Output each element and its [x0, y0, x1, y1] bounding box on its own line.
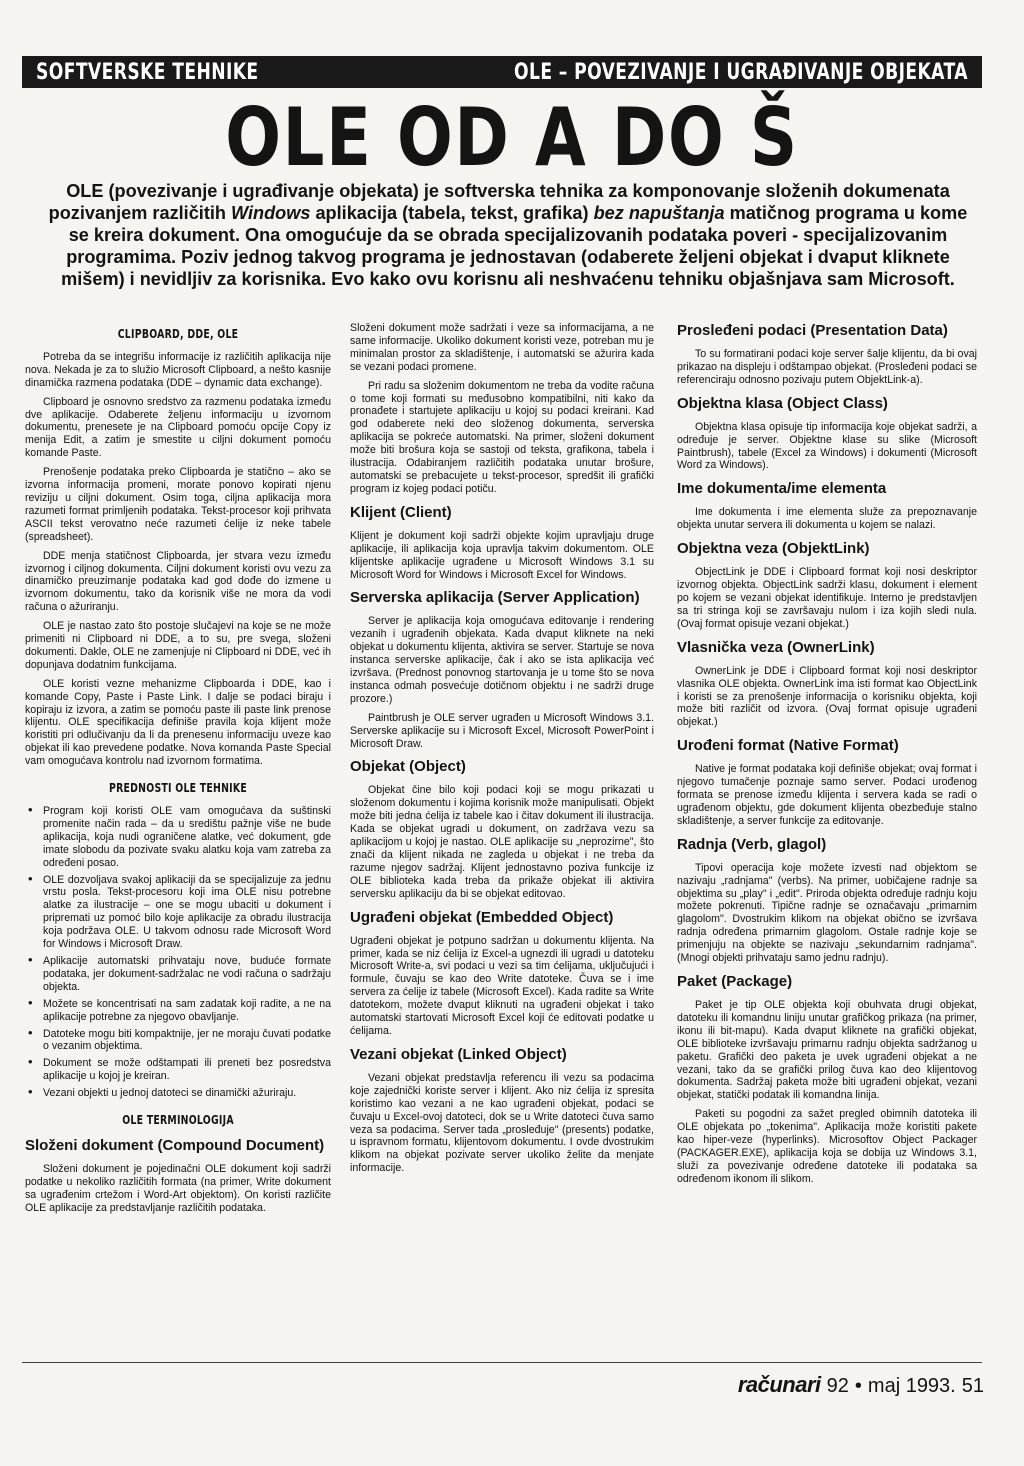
list-item: • OLE dozvoljava svakoj aplikaciji da se specijalizuje za jednu vrstu posla. Tekst-procesoru koji ima OLE nisu potrebne alatke za ilustracije – one se mogu ubaciti u dokument i pripremati uz pomoć bilo koje aplikacije za obradu ilustracija koja podržava OLE. U takvom odnosu rade Microsoft Word for Windows i Microsoft Draw.	[25, 874, 331, 951]
column-1	[25, 322, 331, 1221]
heading-objektna-veza: Objektna veza (ObjektLink)	[677, 540, 870, 558]
heading-vezani-objekat: Vezani objekat (Linked Object)	[350, 1045, 567, 1063]
list-item: • Datoteke mogu biti kompaktnije, jer ne moraju čuvati podatke o vezanim objektima.	[25, 1028, 331, 1054]
paragraph: Vezani objekat predstavlja referencu ili vezu sa podacima koje zajednički koriste server i klijent. Ako niz ćelija iz spresita koristimo kao vezani a ne kao ugrađeni objekat, podaci se čuvaju u Excel-ovoj datoteci, dok se u Write datoteci čuva samo veza sa podacima. Server tada „prosleđuje" (presents) podatke, u ispravnom formatu, klijentovom dokumentu. I ovde dvostrukim klikom na objekat pozivate server ukoliko želite da menjate informacije.	[350, 1071, 654, 1175]
list-item: • Možete se koncentrisati na sam zadatak koji radite, a ne na aplikacije potrebne za njegovo obavljanje.	[25, 998, 331, 1024]
heading-paket: Paket (Package)	[677, 973, 793, 990]
footer-divider	[22, 1362, 982, 1363]
list-item: • Vezani objekti u jednoj datoteci se dinamički ažuriraju.	[25, 1087, 331, 1100]
paragraph: Paintbrush je OLE server ugrađen u Microsoft Windows 3.1. Serverske aplikacije su i Microsoft Excel, Microsoft PowerPoint i Microsoft Draw.	[350, 711, 654, 750]
section-header-left: SOFTVERSKE TEHNIKE	[36, 59, 259, 85]
paragraph: Tipovi operacija koje možete izvesti nad objektom se nazivaju „radnjama" (verbs). Na primer, uobičajene radnje sa objektima su „play" i „edit". Priroda objekta određuje radnju koju možete pokrenuti. Tipične radnje se označavaju „primarnim glagolom". Dvostrukim klikom na objekat obično se izvršava radnja određena primarnim glagolom. Ostale radnje koje se primenjuju na objekte se nazivaju „sekundarnim radnjama". (Mnogi objekti prihvataju samo jednu radnju).	[677, 861, 977, 965]
paragraph: Složeni dokument je pojedinačni OLE dokument koji sadrži podatke u nekoliko različitih formata (na primer, Write dokument sa ugrađenim crtežom i Word-Art objektom). On koristi različite OLE aplikacije za predstavljanje različitih podataka.	[25, 1162, 331, 1214]
footer-bullet: •	[854, 1375, 862, 1397]
paragraph: Potreba da se integrišu informacije iz različitih aplikacija nije nova. Nekada je za to služio Microsoft Clipboard, a nešto kasnije dinamička razmena podataka (DDE – dynamic data exchange).	[25, 350, 331, 389]
page-footer	[738, 1372, 984, 1398]
issue-number: 92	[826, 1375, 849, 1397]
paragraph: Paketi su pogodni za sažet pregled obimnih datoteka ili OLE objekata po „tokenima". Aplikacija može koristiti pakete kao hiper-veze (hyperlinks). Microsoftov Object Packager (PACKAGER.EXE), aplikacija koja se dobija uz Windows 3.1, služi za povezivanje određene datoteke ili podataka sa određenom ikonom ili slikom.	[677, 1108, 977, 1185]
heading-clipboard-dde-ole: CLIPBOARD, DDE, OLE	[117, 327, 239, 341]
list-item: • Program koji koristi OLE vam omogućava da suštinski promenite način rada – da u središtu pažnje više ne bude aplikacija, koja nudi ograničene alatke, već dokument, gde imate slobodu da pozivate svaku alatku koja vam zatreba za određeni posao.	[25, 805, 331, 870]
issue-date: maj 1993.	[867, 1375, 956, 1397]
advantages-list	[25, 805, 331, 1100]
column-3	[677, 322, 977, 1192]
paragraph: OwnerLink je DDE i Clipboard format koji nosi deskriptor vlasnika OLE objekta. OwnerLink ima isti format kao ObjectLink i koristi se za prenošenje informacija o korisniku objekta, koji može biti različit od izvora. (Ovaj format opisuje ugrađeni objekat.)	[677, 664, 977, 729]
paragraph: Objektna klasa opisuje tip informacija koje objekat sadrži, a određuje je server. Objektne klase su slike (Microsoft Paintbrush), tabele (Excel za Windows) i dokumenti (Microsoft Word za Windows).	[677, 420, 977, 472]
article-title: OLE OD A DO Š	[225, 91, 799, 184]
heading-terminologija: OLE TERMINOLOGIJA	[122, 1113, 234, 1128]
section-header-right: OLE – POVEZIVANJE I UGRAĐIVANJE OBJEKATA	[514, 59, 968, 85]
paragraph: Složeni dokument može sadržati i veze sa informacijama, a ne same informacije. Ukoliko dokument koristi veze, potreban mu je minimalan prostor za skladištenje, i automatski se ažurira kada se vezani podaci promene.	[350, 322, 654, 373]
paragraph: Prenošenje podataka preko Clipboarda je statično – ako se izvorna informacija promeni, morate ponovo kopirati njenu reviziju u ciljni dokument. Osim toga, ciljna aplikacija mora razumeti format primljenih podataka. Tekst-procesor koji prihvata ASCII tekst verovatno neće razumeti ćelije iz neke tabele (spreadsheet).	[25, 466, 331, 543]
heading-prosledjeni-podaci: Prosleđeni podaci (Presentation Data)	[677, 322, 948, 339]
paragraph: Ugrađeni objekat je potpuno sadržan u dokumentu klijenta. Na primer, kada se niz ćelija iz Excel-a ugnezdi ili ugradi u datoteku Microsoft Write-a, svi podaci u vezi sa tim ćelijama, uključujući i formule, čuvaju se kao deo Write datoteke. Čuva se i ime servera za ćelije iz tabele (Microsoft Excel). Kada radite sa Write datotekom, možete dvaput kliknuti na ugrađeni objekat i tako automatski startovati Microsoft Excel koji će editovati podatke u ćelijama.	[350, 934, 654, 1037]
paragraph: To su formatirani podaci koje server šalje klijentu, da bi ovaj prikazao na displeju i odštampao objekat. (Prosleđeni podaci se referenciraju odnosno pozivaju putem ObjektLink-a).	[677, 348, 977, 386]
heading-ugradjeni-objekat: Ugrađeni objekat (Embedded Object)	[350, 908, 614, 926]
paragraph: Pri radu sa složenim dokumentom ne treba da vodite računa o tome koji formati su međusobno kompatibilni, niti kako da pronađete i startujete aplikaciju u kojoj su podaci kreirani. Kad god odaberete neki deo složenog dokumenta, serverska aplikacija se pokreće automatski. Na primer, složeni dokument može biti brošura koja se sastoji od teksta, grafikona, tabela i ilustracija. Odabiranjem različitih podataka unutar brošure, automatski se prebacujete u tekst-procesor, spredšit ili grafički program iz kojeg podaci potiču.	[350, 379, 654, 495]
heading-objektna-klasa: Objektna klasa (Object Class)	[677, 394, 888, 412]
paragraph: Paket je tip OLE objekta koji obuhvata drugi objekat, datoteku ili komandnu liniju unutar grafičkog prikaza (na primer, ikonu ili bit-mapu). Kada dvaput kliknete na grafički objekat, OLE biblioteke izvršavaju primarnu radnju objekta sadržanog u paketu. Grafički deo paketa je uvek ugrađeni objekat a ne vezani, tako da se grafički prilog čuva kao deo klijentovog dokumenta. Sadržaj paketa može biti ugrađeni objekat, vezani objekat, statički podatak ili komandna linija.	[677, 999, 977, 1102]
column-2	[350, 322, 654, 1181]
heading-radnja: Radnja (Verb, glagol)	[677, 835, 827, 853]
heading-slozeni-dokument: Složeni dokument (Compound Document)	[25, 1136, 325, 1154]
heading-prednosti: PREDNOSTI OLE TEHNIKE	[109, 781, 247, 796]
paragraph: OLE je nastao zato što postoje slučajevi na koje se ne može primeniti ni Clipboard ni DDE, a to su, pre svega, složeni dokumenti. Dakle, OLE ne zamenjuje ni Clipboard ni DDE, već ih dopunjava dodatnim funkcijama.	[25, 620, 331, 671]
paragraph: Clipboard je osnovno sredstvo za razmenu podataka između dve aplikacije. Odaberete željenu informaciju u izvornom dokumentu, prenesete je na Clipboard pomoću opcije Copy iz menija Edit, a zatim je smestite u ciljni dokument pomoću komande Paste.	[25, 395, 331, 460]
paragraph: DDE menja statičnost Clipboarda, jer stvara vezu između izvornog i ciljnog dokumenta. Ciljni dokument koristi ovu vezu za dinamičko preuzimanje podataka kad god dođe do izmene u izvornom dokumentu, tako da korisnik više ne mora da vodi računa o ažuriranju.	[25, 549, 331, 614]
paragraph: Klijent je dokument koji sadrži objekte kojim upravljaju druge aplikacije, ili aplikacija koja upravlja takvim dokumentom. OLE klijentske aplikacije ugrađene u Microsoft Windows 3.1 su Microsoft Word for Windows i Microsoft Excel for Windows.	[350, 529, 654, 581]
heading-klijent: Klijent (Client)	[350, 503, 452, 521]
heading-urodjeni-format: Urođeni format (Native Format)	[677, 737, 899, 755]
heading-serverska-aplikacija: Serverska aplikacija (Server Application)	[350, 589, 640, 607]
page-number: 51	[961, 1375, 984, 1397]
heading-objekat: Objekat (Object)	[350, 758, 466, 776]
paragraph: ObjectLink je DDE i Clipboard format koji nosi deskriptor izvornog objekta. ObjectLink sadrži klasu, dokument i element po kojem se vezani objekat identifikuje. Interno je predstavljen sa tri stringa koji se završavaju nulom i iza kojih sledi nula. (Ovaj format opisuje vezani objekat.)	[677, 566, 977, 630]
magazine-logo: računari	[737, 1372, 821, 1397]
article-lead: OLE (povezivanje i ugrađivanje objekata) je softverska tehnika za komponovanje složenih dokumenata pozivanjem različitih Windows aplikacija (tabela, tekst, grafika) bez napuštanja matičnog programa u kome se kreira dokument. Ona omogućuje da se obrada specijalizovanih podataka poveri - specijalizovanim programima. Poziv jednog takvog programa je jednostavan (odaberete željeni objekat i dvaput kliknete mišem) i nevidljiv za korisnika. Evo kako ovu korisnu ali neshvaćenu tehniku objašnjava sam Microsoft.	[48, 180, 968, 289]
paragraph: Ime dokumenta i ime elementa služe za prepoznavanje objekta unutar servera ili dokumenta u kojem se nalazi.	[677, 506, 977, 532]
heading-ime-dokumenta: Ime dokumenta/ime elementa	[677, 480, 887, 498]
list-item: • Aplikacije automatski prihvataju nove, buduće formate podataka, jer dokument-sadržalac ne vodi računa o sadržaju objekta.	[25, 955, 331, 994]
heading-vlasnicka-veza: Vlasnička veza (OwnerLink)	[677, 638, 875, 656]
list-item: • Dokument se može odštampati ili preneti bez posredstva aplikacije u kojoj je kreiran.	[25, 1057, 331, 1083]
paragraph: Native je format podataka koji definiše objekat; ovaj format i njegovo tumačenje poznaje samo server. Podaci urođenog formata se prenose između klijenta i servera kada se radi o ugrađenom objektu, gde dokument klijenta obezbeđuje stalno skladištenje, a server funkcije za editovanje.	[677, 763, 977, 827]
paragraph: Objekat čine bilo koji podaci koji se mogu prikazati u složenom dokumentu i kojima korisnik može manipulisati. Objekt može biti jedna ćelija iz tabele kao i čitav dokument ili ilustracija. Kada se objekat ugradi u dokument, on zadržava vezu sa aplikacijom u kojoj je nastao. OLE aplikacije su „neprozirne", što znači da klijent nikada ne zagleda u objekat i ne treba da razume njegov sadržaj. Klijent jednostavno poziva funkcije iz OLE biblioteka kada treba da prikaže objekat ili aktivira serversku aplikaciju da bi se objekat editovao.	[350, 784, 654, 900]
paragraph: OLE koristi vezne mehanizme Clipboarda i DDE, kao i komande Copy, Paste i Paste Link. I dalje se podaci biraju i kopiraju iz izvora, a zatim se pomoću paste ili paste link prenose klijentu. OLE specifikacija definiše pravila koja klijent može koristiti pri odlučivanju da li da prenesenu informaciju uveze kao objekat ili kao prevedene podatke. Nova komanda Paste Special vam omogućava kontrolu nad izvornom formatima.	[25, 677, 331, 768]
section-header-bar	[22, 56, 982, 88]
paragraph: Server je aplikacija koja omogućava editovanje i rendering vezanih i ugrađenih objekata. Kada dvaput kliknete na neki objekat u dokumentu klijenta, aktivira se server. Startuje se nova instanca serverske aplikacije, čak i ako se ista aplikacija već izvršava. (Prednost ponovnog startovanja je u tome što se nova instanca odmah posvećuje dotičnom objektu i ne sadrži druge prozore.)	[350, 615, 654, 705]
